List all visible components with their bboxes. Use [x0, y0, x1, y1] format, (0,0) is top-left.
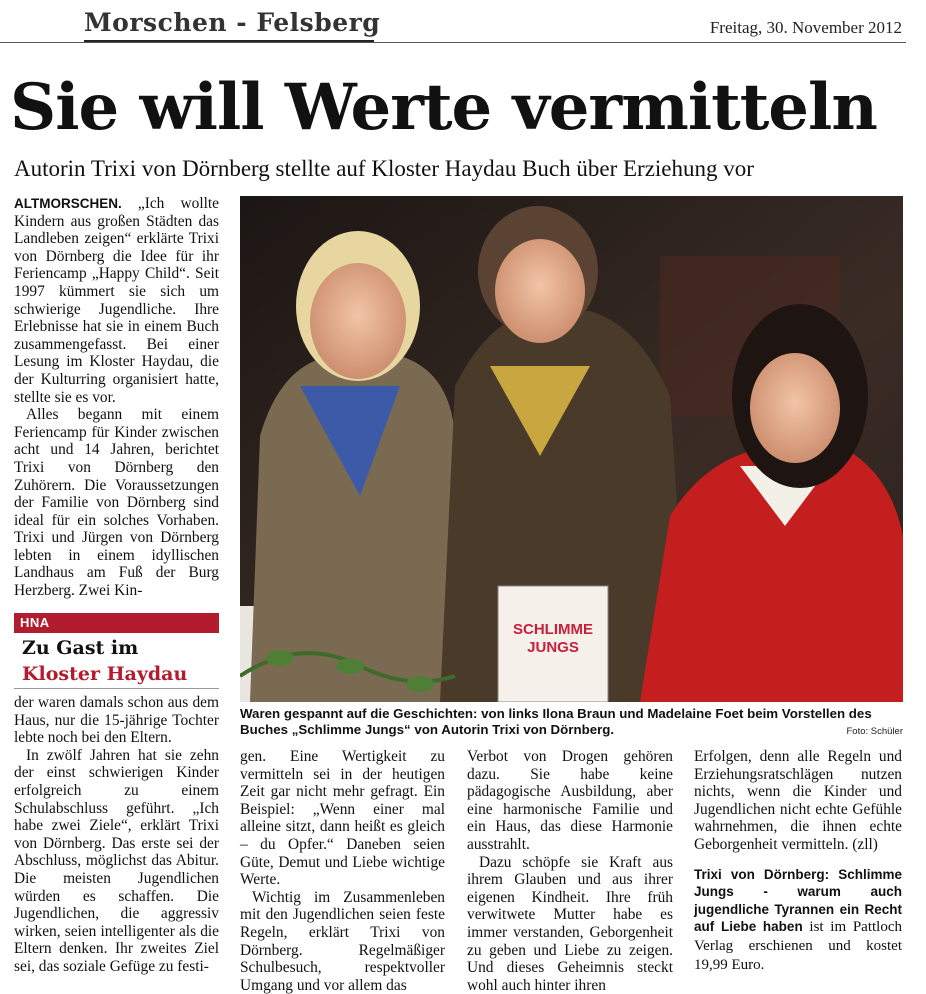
- photo-caption: Waren gespannt auf die Geschichten: von links Ilona Braun und Madelaine Foet beim Vorstellen des Buches „Schlimme Jungs“ von Autorin Trixi von Dörnberg.: [240, 706, 872, 737]
- subheadline: Autorin Trixi von Dörnberg stellte auf Kloster Haydau Buch über Erziehung vor: [14, 156, 754, 181]
- book-info: [694, 866, 902, 975]
- paragraph: Dazu schöpfe sie Kraft aus ihrem Glauben und aus ihrer eigenen Kindheit. Ihre früh verwitwete Mutter habe es immer verstanden, Geborgenheit zu geben und Liebe zu zeigen. Und dieses Geheimnis steckt wohl auch hinter ihren: [467, 853, 673, 994]
- teaser-box[interactable]: [14, 613, 219, 691]
- article-column-1-continued: [14, 694, 219, 976]
- book-info-title: Trixi von Dörnberg: Schlimme Jungs - warum auch jugendliche Tyrannen ein Recht auf Liebe haben: [694, 866, 902, 935]
- article-column-3: [467, 748, 673, 994]
- header-rule: [0, 42, 906, 43]
- paragraph: der waren damals schon aus dem Haus, nur die 15-jährige Tochter lebte noch bei den Eltern.: [14, 694, 219, 747]
- paragraph: Erfolgen, denn alle Regeln und Erziehungsratschlägen nutzen nichts, wenn die Kinder und Jugendlichen nicht echte Gefühle wahrnehmen, die ihnen echte Geborgenheit vermitteln. (zll): [694, 748, 902, 853]
- photo-illustration: [240, 196, 903, 702]
- paragraph: Verbot von Drogen gehören dazu. Sie habe keine pädagogische Ausbildung, aber eine harmonische Familie und ein Haus, das diese Harmonie ausstrahlt.: [467, 748, 673, 853]
- article-column-1: [14, 195, 219, 600]
- paragraph: Alles begann mit einem Feriencamp für Kinder zwischen acht und 14 Jahren, berichtet Trixi von Dörnberg den Zuhörern. Die Voraussetzungen der Familie von Dörnberg sind ideal für ein solches Vorhaben. Trixi und Jürgen von Dörnberg lebten in einem idyllischen Landhaus am Fuß der Burg Herzberg. Zwei Kin-: [14, 406, 219, 600]
- issue-date: Freitag, 30. November 2012: [709, 18, 902, 37]
- section-title: Morschen - Felsberg: [84, 8, 381, 37]
- teaser-rule: [14, 688, 219, 689]
- book-title-line-2: JUNGS: [527, 639, 579, 656]
- paragraph: gen. Eine Wertigkeit zu vermitteln sei in der heutigen Zeit gar nicht mehr gefragt. Ein Beispiel: „Wenn einer mal alleine sitzt, dann heißt es gleich – du Opfer.“ Daneben seien Güte, Demut und Liebe wichtige Werte.: [240, 748, 445, 889]
- paragraph: „Ich wollte Kindern aus großen Städten das Landleben zeigen“ erklärte Trixi von Dörnberg die Idee für ihr Feriencamp „Happy Child“. Seit 1997 kümmert sie sich um schwierige Jugendliche. Ihre Erlebnisse hat sie in einem Buch zusammengefasst. Bei einer Lesung im Kloster Haydau, die der Kulturring organisiert hatte, stellte sie es vor.: [14, 195, 219, 406]
- paragraph: Wichtig im Zusammenleben mit den Jugendlichen seien feste Regeln, erklärt Trixi von Dörnberg. Regelmäßiger Schulbesuch, respektvoller Umgang und vor allem das: [240, 888, 445, 994]
- article-column-2: [240, 748, 445, 994]
- dateline: ALTMORSCHEN.: [14, 196, 122, 211]
- headline: Sie will Werte vermitteln: [10, 70, 877, 145]
- paragraph: In zwölf Jahren hat sie zehn der einst schwierigen Kinder erfolgreich zu einem Schulabschluss geführt. „Ich habe zwei Ziele“, erklärt Trixi von Dörnberg. Das erste sei der Abschluss, möglichst das Abitur. Die meisten Jugendlichen würden es schaffen. Die Jugendlichen, die aggressiv wirken, seien intelligenter als die Eltern denken. Ihr zweites Ziel sei, das soziale Gefüge zu festi-: [14, 746, 219, 975]
- photo-credit: Foto: Schüler: [846, 726, 903, 737]
- article-photo: [240, 196, 903, 702]
- article-column-4: [694, 748, 902, 974]
- book-info-details: ist im Pattloch Verlag erschienen und kostet 19,99 Euro.: [694, 919, 902, 973]
- teaser-line-2: Kloster Haydau: [22, 663, 188, 685]
- teaser-line-1: Zu Gast im: [22, 637, 139, 659]
- teaser-tag: HNA: [20, 615, 50, 630]
- book-title-line-1: SCHLIMME: [513, 621, 593, 638]
